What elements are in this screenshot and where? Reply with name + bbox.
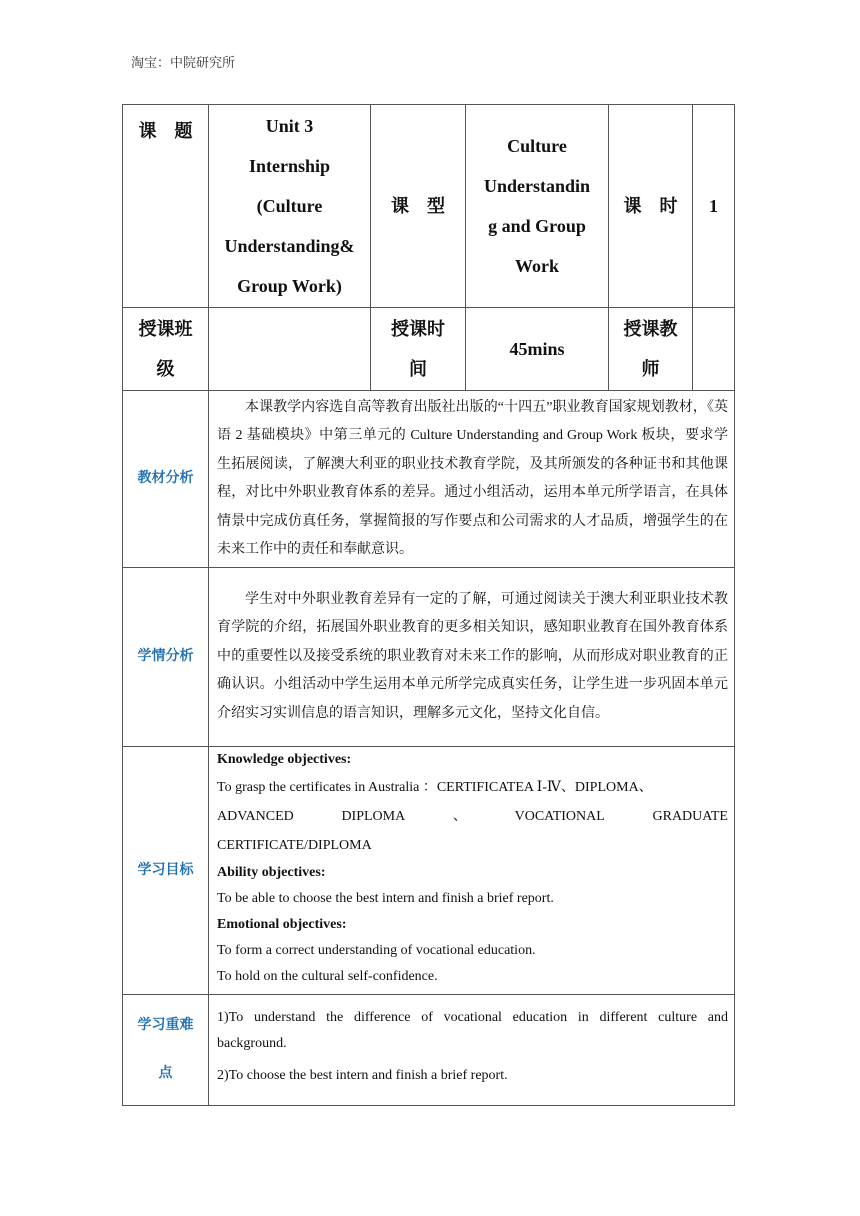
time-label: 授课时 间 bbox=[391, 319, 445, 379]
topic-value-cell bbox=[209, 105, 371, 308]
topic-label: 课 题 bbox=[138, 121, 193, 141]
key-points-text bbox=[209, 995, 734, 1105]
material-label-cell bbox=[123, 391, 209, 568]
teacher-label-cell bbox=[609, 308, 693, 391]
time-label-cell bbox=[371, 308, 466, 391]
key-points-label: 学习重难 点 bbox=[137, 1018, 194, 1081]
topic-label-cell bbox=[123, 105, 209, 308]
table-row-objectives bbox=[123, 747, 735, 995]
objectives-text-cell bbox=[209, 747, 735, 995]
key-point-2: 2)To choose the best intern and finish a brief report. bbox=[217, 1068, 508, 1083]
hours-value: 1 bbox=[709, 195, 718, 216]
students-label-cell bbox=[123, 568, 209, 747]
key-points-label-cell bbox=[123, 995, 209, 1106]
key-point-1: 1)To understand the difference of vocational education in different culture and background. bbox=[217, 1010, 728, 1051]
hours-label-cell bbox=[609, 105, 693, 308]
table-row-topic bbox=[123, 105, 735, 308]
hours-label: 课 时 bbox=[623, 196, 678, 216]
type-value: Culture Understandin g and Group Work bbox=[483, 136, 591, 276]
key-points-text-cell bbox=[209, 995, 735, 1106]
type-label: 课 型 bbox=[391, 196, 445, 216]
knowledge-line-2: ADVANCED DIPLOMA 、 VOCATIONAL GRADUATE bbox=[217, 809, 728, 824]
type-value-cell bbox=[466, 105, 609, 308]
students-text: 学生对中外职业教育差异有一定的了解，可通过阅读关于澳大利亚职业技术教育学院的介绍，拓展国外职业教育的更多相关知识，感知职业教育在国外教育体系中的重要性以及接受系统的职业教育对未来工作的影响，从而形成对职业教育的正确认识。小组活动中学生运用本单元所学完成真实任务，让学生进一步巩固本单元介绍实习实训信息的语言知识，理解多元文化，坚持文化自信。 bbox=[217, 591, 728, 721]
topic-value: Unit 3 Internship (Culture Understanding& Group Work) bbox=[224, 116, 355, 296]
lesson-plan-table bbox=[122, 104, 735, 1106]
ability-title: Ability objectives: bbox=[217, 865, 326, 880]
students-text-cell bbox=[209, 568, 735, 747]
header-note: 淘宝：中院研究所 bbox=[131, 55, 236, 70]
class-value-cell bbox=[209, 308, 371, 391]
objectives-label-cell bbox=[123, 747, 209, 995]
class-label-cell bbox=[123, 308, 209, 391]
students-label: 学情分析 bbox=[137, 649, 194, 664]
teacher-value-cell bbox=[693, 308, 735, 391]
table-row-material bbox=[123, 391, 735, 568]
emotional-title: Emotional objectives: bbox=[217, 917, 347, 932]
emotional-line-2: To hold on the cultural self-confidence. bbox=[217, 969, 438, 984]
material-text-cell bbox=[209, 391, 735, 568]
table-row-class bbox=[123, 308, 735, 391]
time-value: 45mins bbox=[509, 338, 565, 359]
objectives-text bbox=[209, 747, 734, 994]
type-label-cell bbox=[371, 105, 466, 308]
table-row-students bbox=[123, 568, 735, 747]
hours-value-cell bbox=[693, 105, 735, 308]
table-row-key-points bbox=[123, 995, 735, 1106]
material-label: 教材分析 bbox=[137, 471, 194, 486]
class-label: 授课班 级 bbox=[138, 319, 193, 379]
ability-text: To be able to choose the best intern and finish a brief report. bbox=[217, 891, 554, 906]
knowledge-line-3: CERTIFICATE/DIPLOMA bbox=[217, 838, 372, 853]
knowledge-title: Knowledge objectives: bbox=[217, 752, 352, 767]
emotional-line-1: To form a correct understanding of vocational education. bbox=[217, 943, 536, 958]
material-text: 本课教学内容选自高等教育出版社出版的“十四五”职业教育国家规划教材，《英语 2 基础模块》中第三单元的 Culture Understanding and Group Work 板块，要求学生拓展阅读，了解澳大利亚的职业技术教育学院，及其所颁发的各种证书和其他课程，对比中外职业教育体系的差异。通过小组活动，运用本单元所学语言，在具体情景中完成仿真任务，掌握简报的写作要点和公司需求的人才品质，增强学生的在未来工作中的责任和奉献意识。 bbox=[217, 399, 728, 557]
teacher-label: 授课教 师 bbox=[623, 319, 678, 379]
knowledge-line-1: To grasp the certificates in Australia ：CERTIFICATEA Ⅰ-Ⅳ、DIPLOMA、 bbox=[217, 780, 653, 795]
time-value-cell bbox=[466, 308, 609, 391]
objectives-label: 学习目标 bbox=[137, 862, 194, 878]
